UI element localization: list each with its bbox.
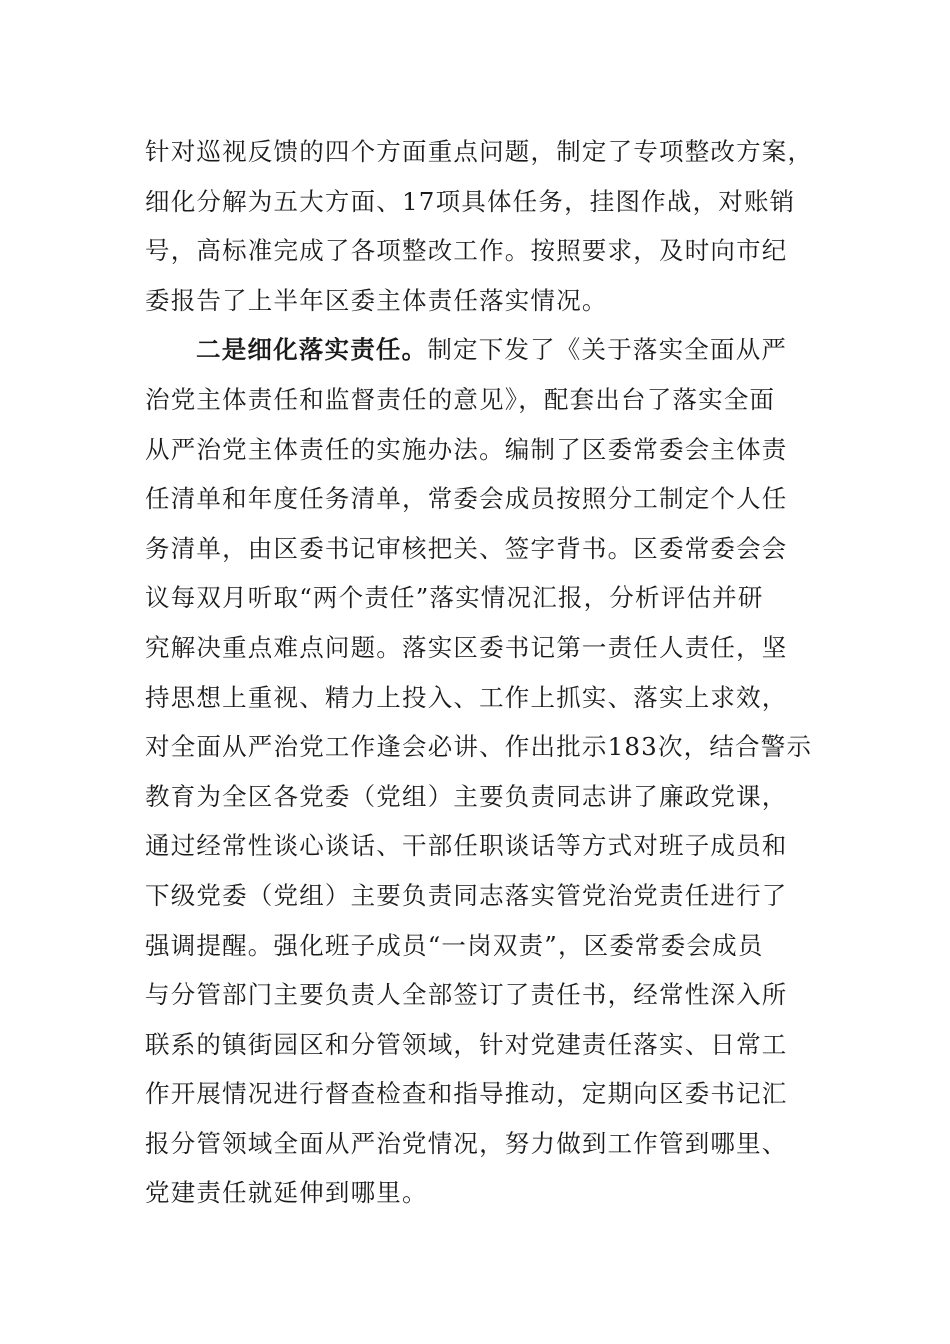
text-line: 对全面从严治党工作逢会必讲、作出批示183次，结合警示: [145, 732, 813, 762]
text-line: 从严治党主体责任的实施办法。编制了区委常委会主体责: [145, 434, 788, 464]
paragraph-2-first-line: [145, 325, 810, 375]
paragraph-1: [145, 127, 814, 325]
text-line: 党建责任就延伸到哪里。: [145, 1178, 428, 1208]
text-line: 作开展情况进行督查检查和指导推动，定期向区委书记汇: [145, 1079, 788, 1109]
text-line: 报分管领域全面从严治党情况，努力做到工作管到哪里、: [145, 1128, 788, 1158]
text-line: 针对巡视反馈的四个方面重点问题，制定了专项整改方案，: [145, 137, 814, 166]
text-line: 联系的镇街园区和分管领域，针对党建责任落实、日常工: [145, 1029, 788, 1059]
text-line: 务清单，由区委书记审核把关、签字背书。区委常委会会: [145, 533, 788, 563]
text-line: 教育为全区各党委（党组）主要负责同志讲了廉政党课，: [145, 781, 788, 811]
text-line: 通过经常性谈心谈话、干部任职谈话等方式对班子成员和: [145, 831, 788, 861]
text-line: 议每双月听取“两个责任”落实情况汇报，分析评估并研: [145, 583, 764, 613]
text-line: 号，高标准完成了各项整改工作。按照要求，及时向市纪: [145, 236, 788, 266]
text-line: 治党主体责任和监督责任的意见》，配套出台了落实全面: [145, 384, 776, 414]
text-line: 委报告了上半年区委主体责任落实情况。: [145, 285, 608, 315]
paragraph-2: [145, 325, 813, 1218]
document-body: [145, 127, 814, 1218]
text-line: 持思想上重视、精力上投入、工作上抓实、落实上求效，: [145, 682, 788, 712]
text-line: 与分管部门主要负责人全部签订了责任书，经常性深入所: [145, 980, 788, 1010]
text-line: 任清单和年度任务清单，常委会成员按照分工制定个人任: [145, 484, 788, 514]
text-line: 下级党委（党组）主要负责同志落实管党治党责任进行了: [145, 880, 788, 910]
paragraph-lead-heading: 二是细化落实责任。: [196, 335, 428, 365]
text-line: 制定下发了《关于落实全面从严: [427, 335, 788, 365]
text-line: 细化分解为五大方面、17项具体任务，挂图作战，对账销: [145, 186, 796, 216]
text-line: 强调提醒。强化班子成员“一岗双责”，区委常委会成员: [145, 930, 764, 960]
text-line: 究解决重点难点问题。落实区委书记第一责任人责任，坚: [145, 632, 788, 662]
